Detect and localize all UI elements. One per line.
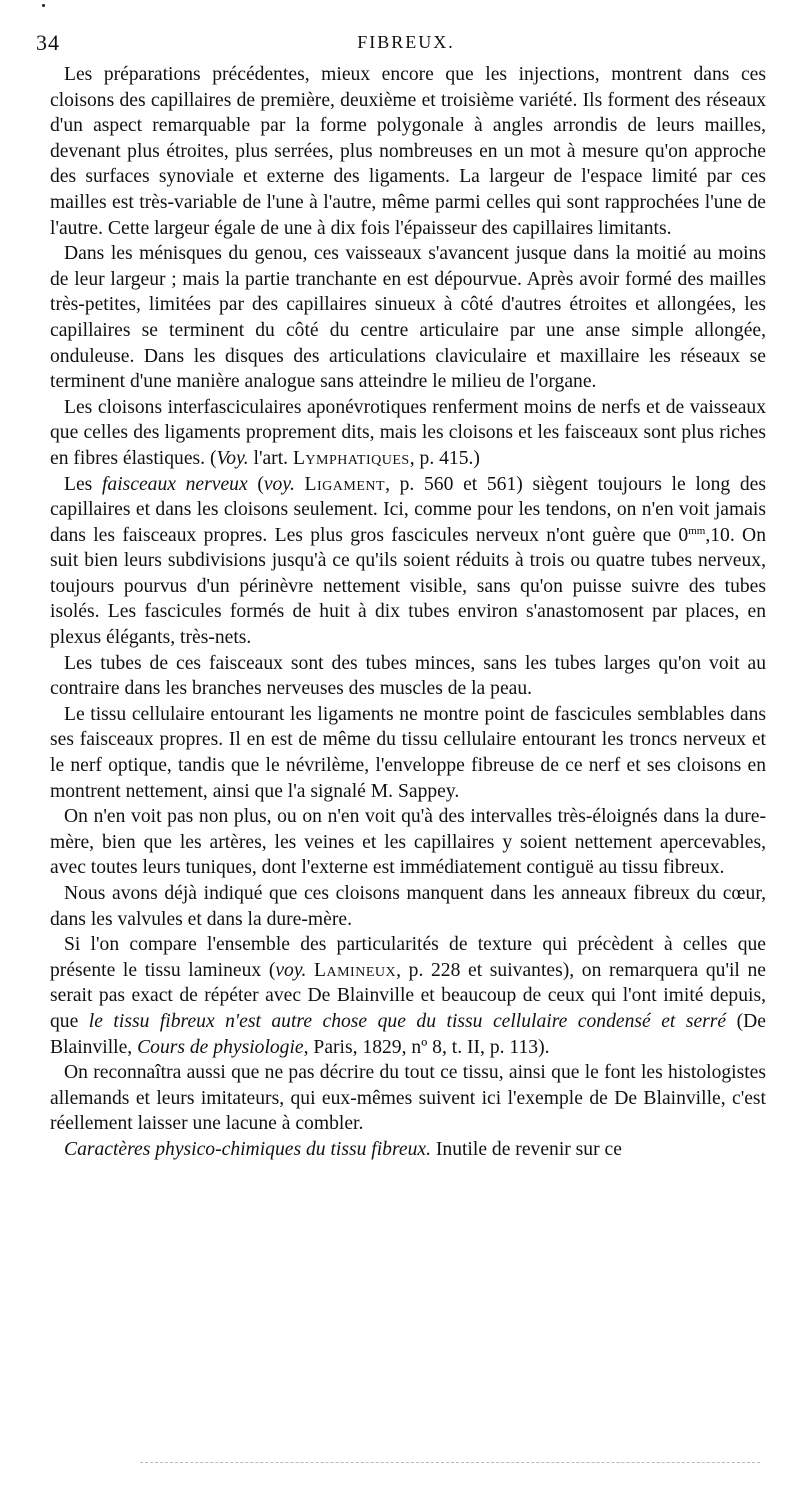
page-header <box>36 30 776 58</box>
stray-ink-dot <box>42 4 45 7</box>
text-segment: Les <box>64 473 102 495</box>
text-segment: Voy. <box>216 447 249 469</box>
text-segment: le tissu fibreux n'est autre chose que du tissu cellulaire condensé et serré <box>88 1010 727 1032</box>
text-segment: Caractères physico-chimiques du tissu fibreux. <box>64 1138 431 1160</box>
page-number: 34 <box>36 30 60 55</box>
text-segment: mm <box>688 524 706 537</box>
text-segment: Les cloisons interfasciculaires aponévrotiques renferment moins de nerfs et de vaisseaux que celles des ligaments proprement dits, mais les cloisons et les faisceaux sont plus riches en fibres élastiques. ( <box>50 396 766 469</box>
text-segment: , p. 560 et 561) siègent toujours le long des capillaires et dans les cloisons seulement. Ici, comme pour les tendons, on n'en voit jamais dans les faisceaux propres. Les plus gros fascicules nerveux n'ont guère que 0 <box>50 473 766 546</box>
page-body <box>50 62 766 1163</box>
text-segment: , p. 415.) <box>409 447 480 469</box>
paragraph <box>50 702 766 804</box>
text-segment: voy. <box>275 959 307 981</box>
text-segment: Si l'on compare l'ensemble des particularités de texture qui précèdent à celles que présente le tissu lamineux ( <box>50 934 766 981</box>
text-segment: Lymphatiques <box>292 447 410 469</box>
text-segment: , p. 228 et suivantes), on remarquera qu'il ne serait pas exact de répéter avec De Blainville et beaucoup de ceux qui l'ont imité depuis, que <box>50 959 767 1032</box>
text-segment: Lamineux <box>314 959 397 981</box>
text-segment: faisceaux nerveux <box>101 473 248 495</box>
text-segment: On reconnaîtra aussi que ne pas décrire du tout ce tissu, ainsi que le font les histologistes allemands et leurs imitateurs, qui eux-mêmes suivent ici l'exemple de De Blainville, c'est réellement laisser une lacune à combler. <box>50 1062 766 1135</box>
paragraph <box>50 241 766 395</box>
text-segment: l'art. <box>248 447 293 469</box>
bottom-print-trace <box>140 1462 760 1465</box>
paragraph <box>50 804 766 881</box>
text-segment: voy. <box>263 473 295 495</box>
text-segment: ,10. On suit bien leurs subdivisions jusqu'à ce qu'ils soient réduits à trois ou quatre tubes nerveux, toujours pourvus d'un périnèvre nettement visible, sans qu'on puisse suivre des tubes isolés. Les fascicules formés de huit à dix tubes environ s'anastomosent par places, en plexus élégants, très-nets. <box>50 524 766 649</box>
paragraph <box>50 1137 766 1163</box>
text-segment: Dans les ménisques du genou, ces vaisseaux s'avancent jusque dans la moitié au moins de leur largeur ; mais la partie tranchante en est dépourvue. Après avoir formé des mailles très-petites, limitées par des capillaires sinueux à côté d'autres étroites et allongées, les capillaires se terminent du côté du centre articulaire par une anse simple allongée, onduleuse. Dans les disques des articulations claviculaire et maxillaire les réseaux se terminent d'une manière analogue sans atteindre le milieu de l'organe. <box>50 243 766 393</box>
paragraph <box>50 472 766 651</box>
paragraph <box>50 651 766 702</box>
text-segment: Nous avons déjà indiqué que ces cloisons manquent dans les anneaux fibreux du cœur, dans les valvules et dans la dure-mère. <box>50 883 766 930</box>
paragraph <box>50 932 766 1060</box>
paragraph <box>50 881 766 932</box>
text-segment: Le tissu cellulaire entourant les ligaments ne montre point de fascicules semblables dans ses faisceaux propres. Il en est de même du tissu cellulaire entourant les troncs nerveux et le nerf optique, tandis que le névrilème, l'enveloppe fibreuse de ce nerf et ses cloisons en montrent nettement, ainsi que l'a signalé M. Sappey. <box>50 703 766 802</box>
text-segment: Les préparations précédentes, mieux encore que les injections, montrent dans ces cloisons des capillaires de première, deuxième et troisième variété. Ils forment des réseaux d'un aspect remarquable par la forme polygonale à angles arrondis de leurs mailles, devenant plus étroites, plus serrées, plus nombreuses en un mot à mesure qu'on approche des surfaces synoviale et externe des ligaments. La largeur de l'espace limité par ces mailles est très-variable de l'une à l'autre, même parmi celles qui sont rapprochées l'une de l'autre. Cette largeur égale de une à dix fois l'épaisseur des capillaires limitants. <box>50 64 766 239</box>
text-segment: Inutile de revenir sur ce <box>430 1138 622 1160</box>
text-segment <box>295 474 305 495</box>
text-segment <box>306 960 314 981</box>
paragraph <box>50 395 766 472</box>
text-segment: On n'en voit pas non plus, ou on n'en voit qu'à des intervalles très-éloignés dans la dure-mère, bien que les artères, les veines et les capillaires y soient nettement apercevables, avec toutes leurs tuniques, dont l'externe est immédiatement contiguë au tissu fibreux. <box>50 806 766 879</box>
running-title: FIBREUX. <box>357 32 455 52</box>
text-segment: Les tubes de ces faisceaux sont des tubes minces, sans les tubes larges qu'on voit au contraire dans les branches nerveuses des muscles de la peau. <box>50 652 766 700</box>
text-segment: Cours de physiologie <box>137 1036 304 1058</box>
text-segment: , Paris, 1829, nº 8, t. II, p. 113). <box>303 1036 550 1058</box>
text-segment: Ligament <box>304 473 386 495</box>
text-segment: ( <box>247 473 264 495</box>
text-segment: (De Blainville, <box>50 1010 766 1058</box>
paragraph <box>50 62 766 241</box>
paragraph <box>50 1060 766 1137</box>
